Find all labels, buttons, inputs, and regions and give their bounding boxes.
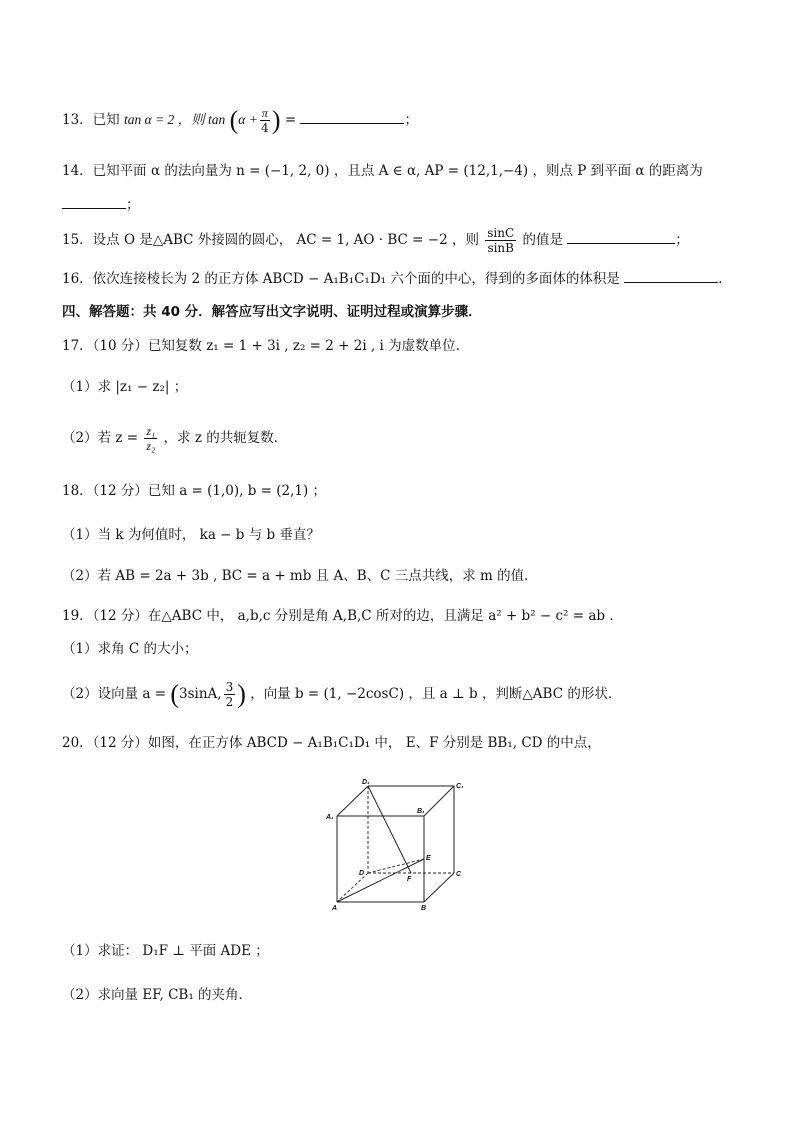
section-heading: 四、解答题：共 40 分．解答应写出文字说明、证明过程或演算步骤． bbox=[62, 304, 482, 320]
q19-part2 bbox=[62, 680, 621, 709]
q20: 20．（12 分）如图，在正方体 ABCD − A₁B₁C₁D₁ 中， E、F 分别是 BB₁, CD 的中点， bbox=[62, 735, 601, 751]
q17-part2 bbox=[62, 424, 287, 453]
q16-end: . bbox=[718, 271, 723, 287]
answer-blank bbox=[567, 229, 675, 244]
answer-blank bbox=[300, 109, 404, 124]
q13-text: 13．已知 bbox=[62, 112, 120, 128]
frac-den: 4 bbox=[261, 121, 269, 135]
label-B1: B₁ bbox=[417, 808, 425, 815]
q19-part2-c: ，向量 b = (1, −2cosC) ，且 a ⊥ b ，判断△ABC 的形状． bbox=[250, 686, 622, 702]
left-paren: ( bbox=[229, 105, 239, 135]
q16 bbox=[62, 268, 722, 289]
answer-blank bbox=[62, 194, 126, 209]
q17-part2-a: （2）若 z = bbox=[62, 430, 139, 446]
frac-num: 3 bbox=[225, 680, 234, 694]
label-D: D bbox=[359, 870, 365, 877]
q15-text: 15．设点 O 是△ABC 外接圆的圆心， AC = 1, AO · BC = −2 ，则 bbox=[62, 232, 479, 248]
q13-expr: tan α = 2 ，则 tan bbox=[123, 112, 226, 127]
q19: 19．（12 分）在△ABC 中， a,b,c 分别是角 A,B,C 所对的边，且满足 a² + b² − c² = ab ． bbox=[62, 608, 623, 624]
q18-part2: （2）若 AB = 2a + 3b , BC = a + mb 且 A、B、C 三点共线，求 m 的值． bbox=[62, 568, 538, 584]
right-paren: ) bbox=[271, 105, 281, 135]
q14-end: ； bbox=[126, 197, 140, 213]
frac-num: z₁ bbox=[146, 424, 156, 438]
left-paren: ( bbox=[170, 679, 180, 709]
q15-mid: 的值是 bbox=[522, 232, 563, 248]
q13-eq: = bbox=[284, 112, 297, 128]
cube-figure bbox=[320, 776, 470, 912]
q17-part1: （1）求 |z₁ − z₂| ； bbox=[62, 379, 188, 395]
pi-over-four bbox=[260, 106, 270, 135]
q17-part2-b: ，求 z 的共轭复数． bbox=[163, 430, 288, 446]
q15 bbox=[62, 226, 689, 255]
q20-part1: （1）求证： D₁F ⊥ 平面 ADE ； bbox=[62, 943, 269, 959]
frac-den: z₂ bbox=[146, 439, 156, 453]
q18-part1: （1）当 k 为何值时， ka − b 与 b 垂直？ bbox=[62, 527, 320, 543]
label-F: F bbox=[407, 876, 412, 883]
q13 bbox=[62, 106, 418, 135]
frac-num: sinC bbox=[487, 226, 515, 240]
q13-end: ； bbox=[404, 112, 418, 128]
label-B: B bbox=[421, 905, 427, 912]
q17: 17．（10 分）已知复数 z₁ = 1 + 3i , z₂ = 2 + 2i , i 为虚数单位． bbox=[62, 338, 470, 354]
label-C1: C₁ bbox=[456, 783, 464, 790]
frac-num: π bbox=[261, 106, 268, 120]
q19-part2-b: 3sinA, bbox=[179, 686, 222, 702]
right-paren: ) bbox=[237, 679, 246, 709]
label-A1: A₁ bbox=[326, 814, 334, 821]
q19-part2-a: （2）设向量 a = bbox=[62, 686, 167, 702]
label-E: E bbox=[426, 855, 431, 862]
q16-text: 16．依次连接棱长为 2 的正方体 ABCD − A₁B₁C₁D₁ 六个面的中心，得到的多面体的体积是 bbox=[62, 271, 620, 287]
q14-line2 bbox=[62, 194, 140, 215]
q18: 18．（12 分）已知 a = (1,0), b = (2,1) ； bbox=[62, 483, 327, 499]
frac-den: 2 bbox=[225, 695, 234, 709]
label-C: C bbox=[456, 871, 462, 878]
q14-text: 14．已知平面 α 的法向量为 n = (−1, 2, 0) ，且点 A ∈ α, AP = (12,1,−4) ，则点 P 到平面 α 的距离为 bbox=[62, 163, 703, 179]
q19-part1: （1）求角 C 的大小； bbox=[62, 641, 198, 657]
q15-end: ； bbox=[675, 232, 689, 248]
label-A: A bbox=[332, 905, 338, 912]
three-halves bbox=[224, 680, 236, 709]
sin-ratio bbox=[485, 226, 516, 255]
z-ratio bbox=[144, 424, 157, 453]
q14 bbox=[62, 161, 703, 181]
answer-blank bbox=[624, 268, 718, 283]
frac-den: sinB bbox=[487, 241, 514, 255]
label-D1: D₁ bbox=[362, 779, 370, 786]
q13-alpha-plus: α + bbox=[238, 112, 258, 127]
q20-part2: （2）求向量 EF, CB₁ 的夹角． bbox=[62, 987, 253, 1003]
